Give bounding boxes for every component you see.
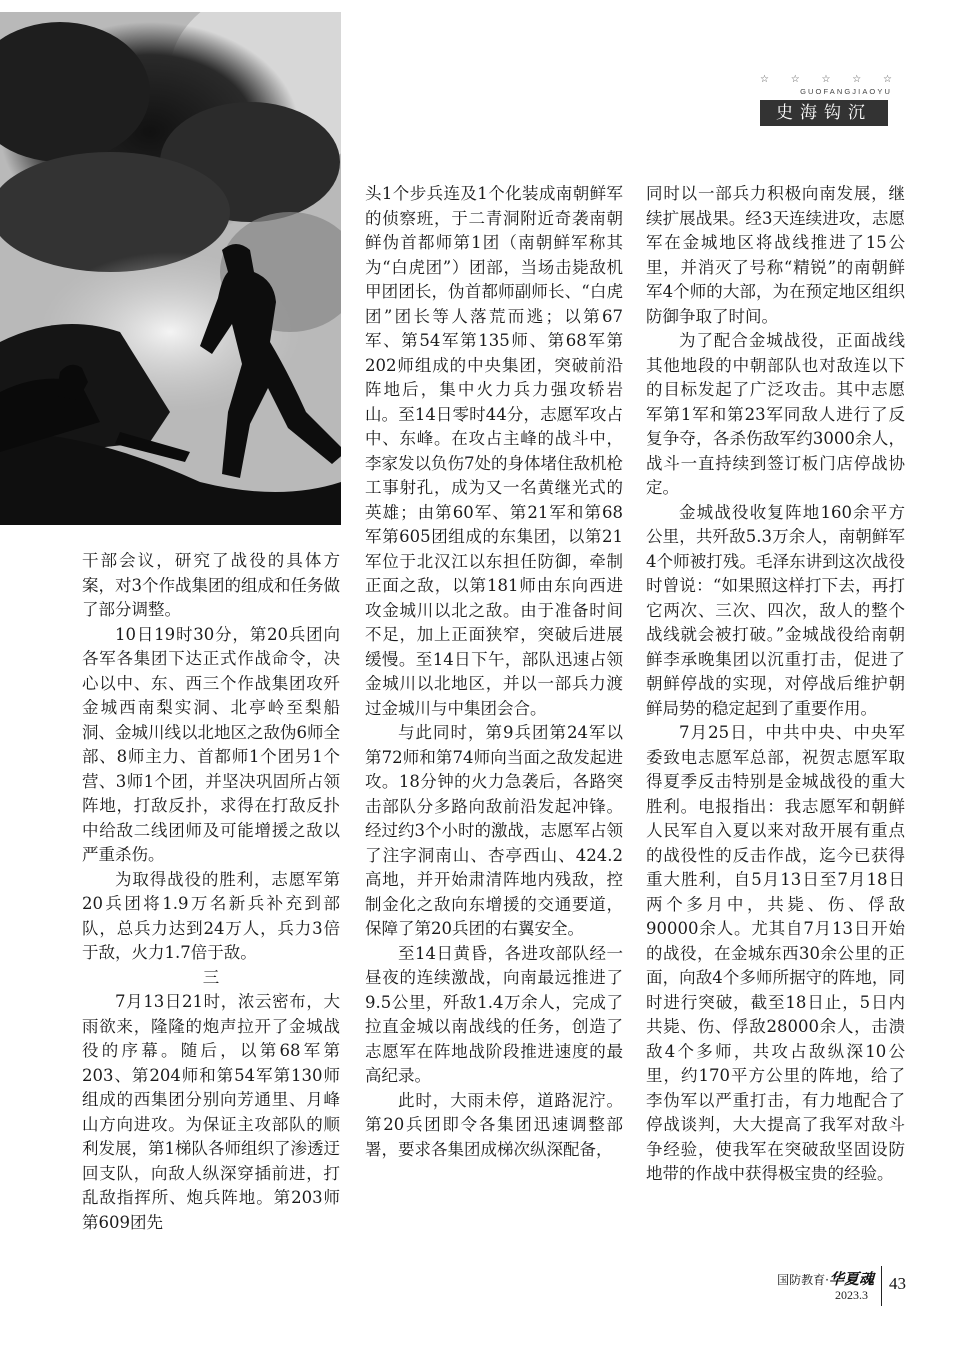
star-icon: ☆ bbox=[760, 74, 769, 85]
star-row bbox=[760, 74, 892, 86]
column-name-badge: 史海钩沉 bbox=[760, 100, 888, 126]
footer-divider bbox=[881, 1266, 882, 1306]
paragraph: 此时，大雨未停，道路泥泞。第20兵团即令各集团迅速调整部署，要求各集团成梯次纵深配备， bbox=[365, 1090, 623, 1159]
star-icon: ☆ bbox=[790, 74, 800, 85]
battle-photo-icon bbox=[0, 12, 341, 525]
page-number: 43 bbox=[889, 1274, 906, 1293]
star-icon: ☆ bbox=[852, 74, 862, 85]
paragraph: 10日19时30分，第20兵团向各军各集团下达正式作战命令，决心以中、东、西三个作战集团攻歼金城西南梨实洞、北亭岭至梨船洞、金城川线以北地区之敌伪6师全部、8师主力、首都师1个团另1个营、3师1个团，并坚决巩固所占领阵地，打敌反扑，求得在打敌反扑中给敌二线团师及可能增援之敌以严重杀伤。 bbox=[82, 624, 340, 864]
star-icon: ☆ bbox=[883, 74, 892, 85]
journal-name-script: 华夏魂 bbox=[828, 1270, 874, 1288]
paragraph: 7月13日21时，浓云密布，大雨欲来，隆隆的炮声拉开了金城战役的序幕。随后，以第68军第203、第204师和第54军第130师组成的西集团分别向芳通里、月峰山方向进攻。为保证主攻部队的顺利发展，第1梯队各师组织了渗透迂回支队，向敌人纵深穿插前进，打乱敌指挥所、炮兵阵地。第203师第609团先 bbox=[82, 992, 340, 1232]
text-column-3 bbox=[646, 182, 905, 1187]
page-footer bbox=[700, 1266, 910, 1310]
column-header bbox=[760, 74, 892, 126]
paragraph: 头1个步兵连及1个化装成南朝鲜军的侦察班，于二青洞附近奇袭南朝鲜伪首都师第1团（南朝鲜军称其为“白虎团”）团部，当场击毙敌机甲团团长，伪首都师副师长、“白虎团”团长等人落荒而逃；以第67军、第54军第135师、第68军第202师组成的中央集团，突破前沿阵地后，集中火力兵力强攻轿岩山。至14日零时44分，志愿军攻占中、东峰。在攻占主峰的战斗中，李家发以负伤7处的身体堵住敌机枪工事射孔，成为又一名黄继光式的英雄；由第60军、第21军和第68军第605团组成的东集团，以第21军位于北汉江以东担任防御，牵制正面之敌，以第181师由东向西进攻金城川以北之敌。由于准备时间不足，加上正面狭窄，突破后进展缓慢。至14日下午，部队迅速占领金城川以北地区，并以一部兵力渡过金城川与中集团会合。 bbox=[365, 184, 623, 718]
magazine-pinyin: GUOFANGJIAOYU bbox=[800, 87, 892, 96]
text-column-2 bbox=[365, 182, 623, 1162]
paragraph: 同时以一部兵力积极向南发展，继续扩展战果。经3天连续进攻，志愿军在金城地区将战线推进了15公里，并消灭了号称“精锐”的南朝鲜军4个师的大部，为在预定地区组织防御争取了时间。 bbox=[646, 184, 905, 326]
text-column-1 bbox=[82, 549, 340, 1235]
paragraph: 干部会议，研究了战役的具体方案，对3个作战集团的组成和任务做了部分调整。 bbox=[82, 551, 340, 619]
paragraph: 与此同时，第9兵团第24军以第72师和第74师向当面之敌发起进攻。18分钟的火力急袭后，各路突击部队分多路向敌前沿发起冲锋。经过约3个小时的激战，志愿军占领了注字洞南山、杏亭西山、424.2高地，并开始肃清阵地内残敌，控制金化之敌向东增援的交通要道，保障了第20兵团的右翼安全。 bbox=[365, 723, 623, 938]
journal-name bbox=[777, 1268, 874, 1289]
paragraph: 为了配合金城战役，正面战线其他地段的中朝部队也对敌连以下的目标发起了广泛攻击。其中志愿军第1军和第23军同敌人进行了反复争夺，各杀伤敌军约3000余人，战斗一直持续到签订板门店停战协定。 bbox=[646, 331, 905, 497]
star-icon: ☆ bbox=[821, 74, 831, 85]
section-heading: 三 bbox=[202, 967, 220, 987]
issue-date: 2023.3 bbox=[835, 1288, 868, 1302]
journal-name-prefix: 国防教育· bbox=[777, 1273, 829, 1287]
paragraph: 7月25日，中共中央、中央军委致电志愿军总部，祝贺志愿军取得夏季反击特别是金城战役的重大胜利。电报指出：我志愿军和朝鲜人民军自入夏以来对敌开展有重点的战役性的反击作战，迄今已获得重大胜利，自5月13日至7月18日两个多月中，共毙、伤、俘敌90000余人。尤其自7月13日开始的战役，在金城东西30余公里的正面，向敌4个多师所据守的阵地，同时进行突破，截至18日止，5日内共毙、伤、俘敌28000余人，击溃敌4个多师，共攻占敌纵深10公里，约170平方公里的阵地，给了李伪军以严重打击，有力地配合了停战谈判，大大提高了我军对敌斗争经验，使我军在突破敌坚固设防地带的作战中获得极宝贵的经验。 bbox=[646, 723, 905, 1183]
paragraph: 为取得战役的胜利，志愿军第20兵团将1.9万名新兵补充到部队，总兵力达到24万人，兵力3倍于敌，火力1.7倍于敌。 bbox=[82, 869, 340, 962]
paragraph: 至14日黄昏，各进攻部队经一昼夜的连续激战，向南最远推进了9.5公里，歼敌1.4万余人，完成了拉直金城以南战线的任务，创造了志愿军在阵地战阶段推进速度的最高纪录。 bbox=[365, 943, 623, 1085]
battle-photo bbox=[0, 12, 341, 525]
paragraph: 金城战役收复阵地160余平方公里，共歼敌5.3万余人，南朝鲜军4个师被打残。毛泽东讲到这次战役时曾说：“如果照这样打下去，再打它两次、三次、四次，敌人的整个战线就会被打破。”金城战役给南朝鲜李承晚集团以沉重打击，促进了朝鲜停战的实现，对停战后维护朝鲜局势的稳定起到了重要作用。 bbox=[646, 502, 905, 718]
